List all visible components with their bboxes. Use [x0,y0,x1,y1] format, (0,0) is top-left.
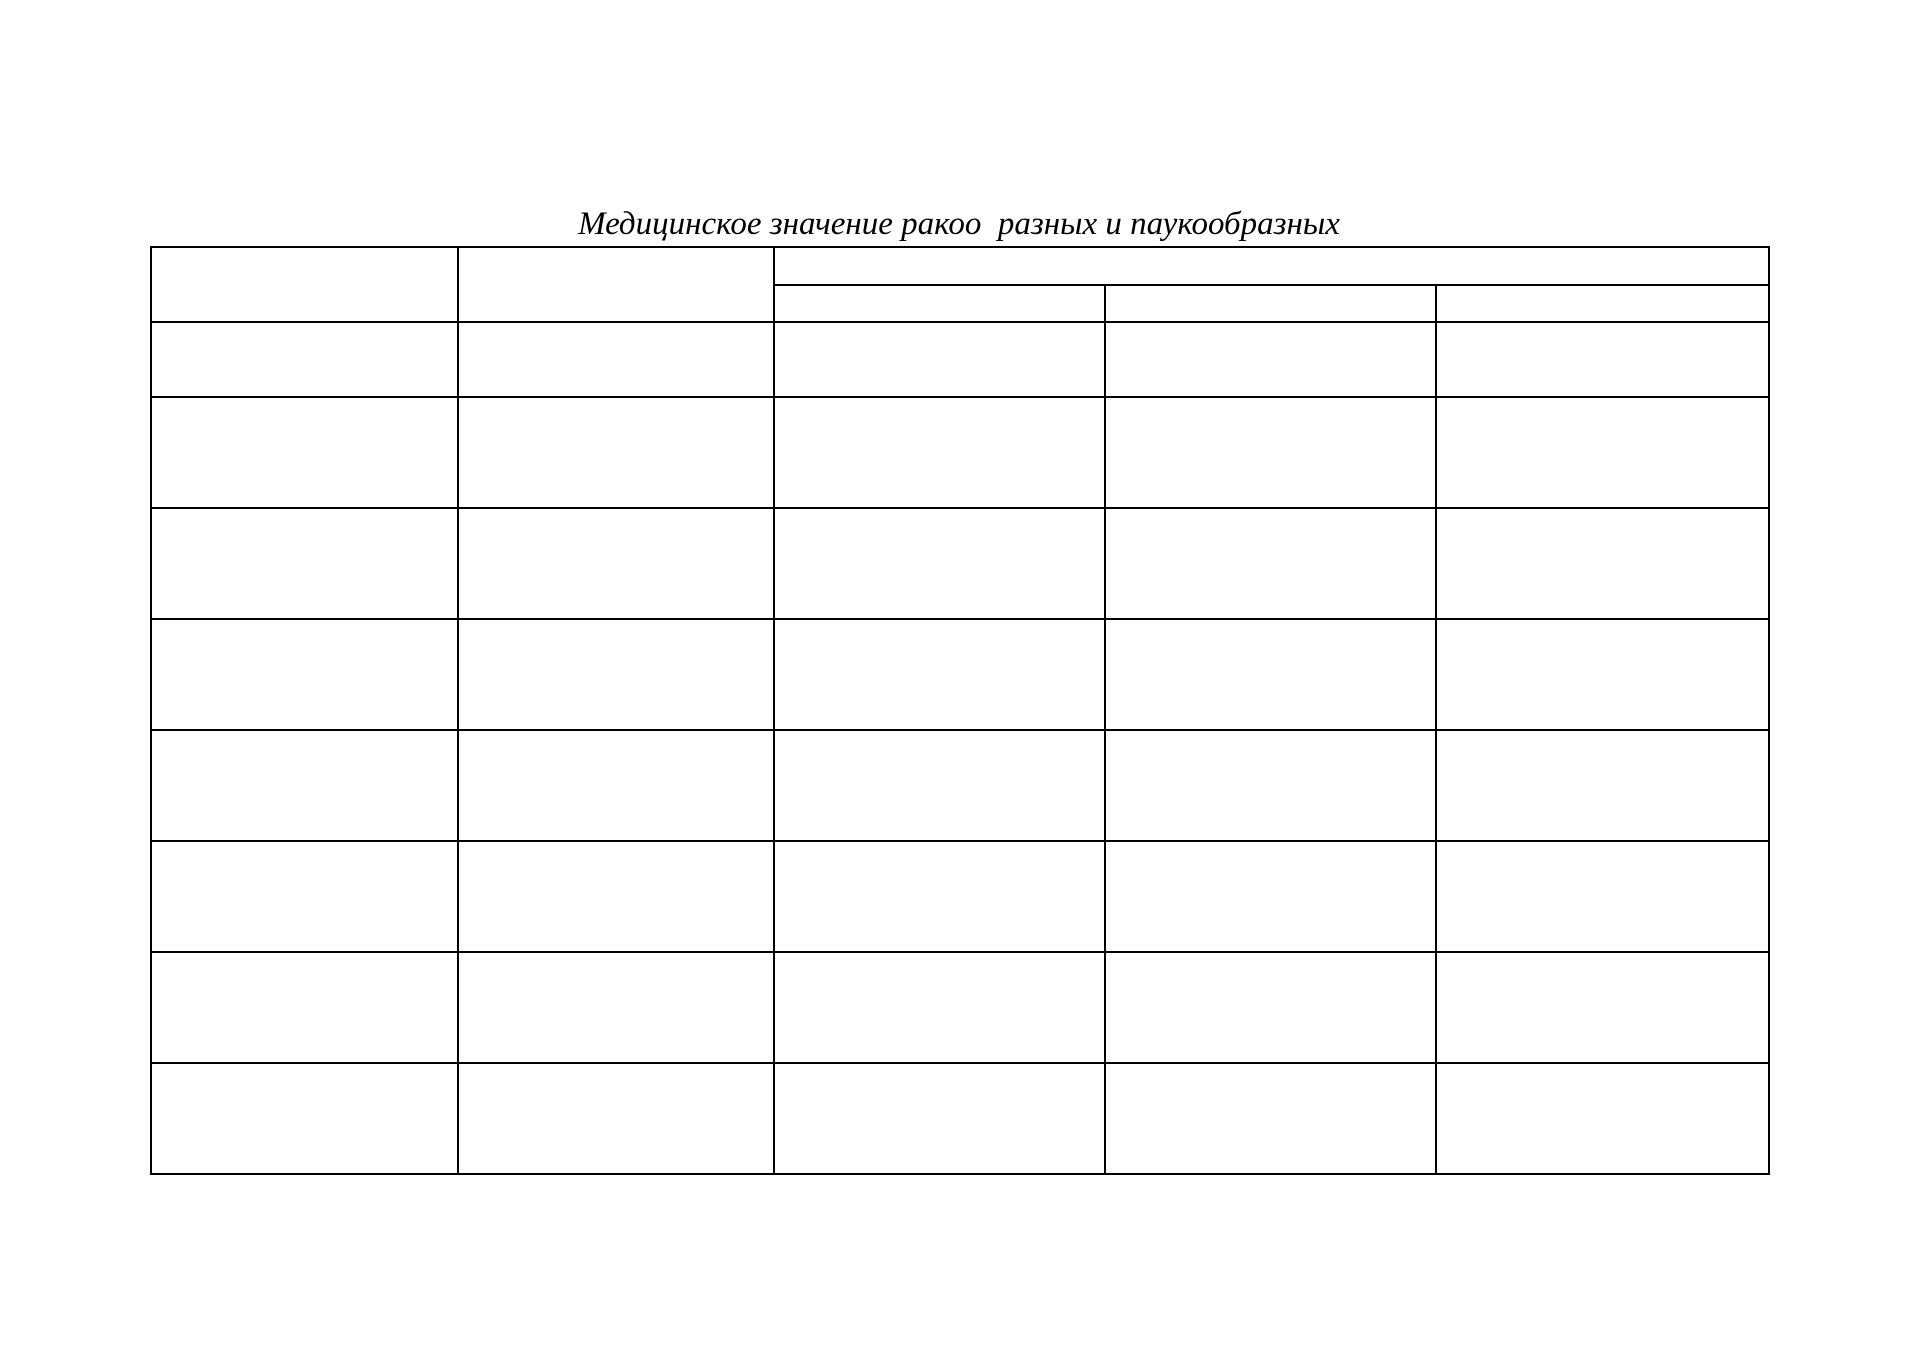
table-cell[interactable] [151,397,458,508]
subheader-cell-2 [1105,285,1436,322]
table-cell[interactable] [774,1063,1105,1174]
table-row [151,619,1769,730]
header-cell-1 [151,247,458,322]
table-cell[interactable] [458,841,774,952]
table-cell[interactable] [1105,619,1436,730]
table-header-row [151,247,1769,285]
subheader-cell-3 [1436,285,1769,322]
table-cell[interactable] [1105,1063,1436,1174]
header-cell-2 [458,247,774,322]
table-row [151,952,1769,1063]
table-cell[interactable] [458,397,774,508]
table-cell[interactable] [1436,322,1769,397]
table-cell[interactable] [458,952,774,1063]
table-row [151,322,1769,397]
table-cell[interactable] [774,508,1105,619]
table-cell[interactable] [1436,397,1769,508]
table-row [151,730,1769,841]
table-row [151,397,1769,508]
table-cell[interactable] [1105,730,1436,841]
table-cell[interactable] [151,841,458,952]
table-row [151,1063,1769,1174]
table-cell[interactable] [1436,730,1769,841]
blank-table [150,246,1770,1175]
table-cell[interactable] [1436,952,1769,1063]
table-cell[interactable] [1436,841,1769,952]
table-cell[interactable] [151,1063,458,1174]
table-cell[interactable] [1436,619,1769,730]
document-title: Медицинское значение ракоо разных и паукообразных [578,206,1340,242]
table-cell[interactable] [1105,397,1436,508]
table-cell[interactable] [458,322,774,397]
table-cell[interactable] [151,322,458,397]
table-cell[interactable] [774,730,1105,841]
table-cell[interactable] [151,619,458,730]
table-cell[interactable] [774,619,1105,730]
table-cell[interactable] [458,508,774,619]
subheader-cell-1 [774,285,1105,322]
table-cell[interactable] [458,619,774,730]
table-cell[interactable] [774,952,1105,1063]
table-cell[interactable] [151,730,458,841]
table-cell[interactable] [1105,841,1436,952]
table-cell[interactable] [458,730,774,841]
table-cell[interactable] [151,508,458,619]
table-cell[interactable] [1105,508,1436,619]
table-cell[interactable] [1105,322,1436,397]
table-cell[interactable] [774,322,1105,397]
table-row [151,841,1769,952]
table-row [151,508,1769,619]
table-cell[interactable] [458,1063,774,1174]
header-group-cell [774,247,1769,285]
table-cell[interactable] [774,841,1105,952]
table-cell[interactable] [1105,952,1436,1063]
table-cell[interactable] [774,397,1105,508]
table-cell[interactable] [1436,508,1769,619]
table-cell[interactable] [151,952,458,1063]
table-cell[interactable] [1436,1063,1769,1174]
